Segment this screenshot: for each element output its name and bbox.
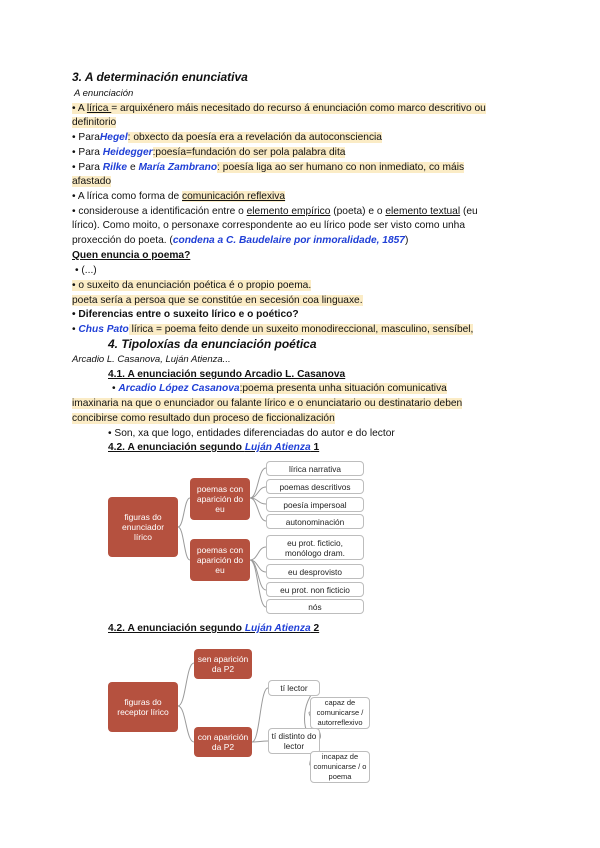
sub-4-1-title: 4.1. A enunciación segundo Arcadio L. Casanova [108,369,346,380]
question-diferencias: • Diferencias entre o suxeito lírico e o poético? [72,309,299,320]
diagram1-leaf: autonominación [266,514,364,529]
section4-authors: Arcadio L. Casanova, Luján Atienza... [72,354,231,365]
diagram1-leaf: eu prot. ficticio, monólogo dram. [266,535,364,560]
diagram1-branch-1: poemas con aparición do eu [190,478,250,520]
bullet-identificacion: • considerouse a identificación entre o elemento empírico (poeta) e o elemento textual (eu [72,206,478,217]
diagram1-leaf: eu prot. non ficticio [266,582,364,597]
diagram2-leaf-2: incapaz de comunicarse / o poema [310,751,370,783]
q1-line: poeta sería a persoa que se constitúe en secesión coa linguaxe. [72,295,363,306]
diagram2-mid-1: tí lector [268,680,320,696]
bullet-identificacion-line3: proxección do poeta. (condena a C. Baudelaire por inmoralidade, 1857) [72,235,409,246]
bullet-comunicacion: • A lírica como forma de comunicación reflexiva [72,191,286,202]
diagram2-root: figuras do receptor lírico [108,682,178,732]
diagram1-leaf: lírica narrativa [266,461,364,476]
sub-4-2-title-2: 4.2. A enunciación segundo Luján Atienza 2 [108,623,320,634]
diagram1-leaf: poesía impersoal [266,497,364,512]
diagram1-leaf: nós [266,599,364,614]
bullet-lirica: • A lírica = arquixénero máis necesitado do recurso á enunciación como marco descritivo ou [72,103,486,114]
bullet-rilke: • Para Rilke e María Zambrano: poesía liga ao ser humano co non inmediato, co máis [72,162,465,173]
sub-4-1-line2: imaxinaria na que o enunciador ou falante lírico e o enunciatario ou destinatario deben [72,398,463,409]
diagram2-leaf-1: capaz de comunicarse / autorreflexivo [310,697,370,729]
bullet-lirica-line2: definitorio [72,117,117,128]
diagram2-mid-2: tí distinto do lector [268,728,320,754]
section3-subtitle: A enunciación [74,88,134,99]
diagram2-branch-2: con aparición da P2 [194,727,252,757]
diagram1-leaf: eu desprovisto [266,564,364,579]
diagram1-branch-2: poemas con aparición do eu [190,539,250,581]
q1-bullet1: • (...) [75,265,97,276]
sub-4-2-title-1: 4.2. A enunciación segundo Luján Atienza 1 [108,442,320,453]
bullet-rilke-line2: afastado [72,176,112,187]
sub-4-1-bullet: • Arcadio López Casanova:poema presenta unha situación comunicativa [112,383,447,394]
sub-4-1-bullet2: • Son, xa que logo, entidades diferenciadas do autor e do lector [108,428,395,439]
bullet-identificacion-line2: lírico). Como moito, o personaxe correspondente ao eu lírico pode ser visto como unha [72,220,465,231]
bullet-heidegger: • Para Heidegger:poesía=fundación do ser pola palabra dita [72,147,346,158]
q2-bullet-chus: • Chus Pato lírica = poema feito dende un suxeito monodireccional, masculino, sensíbel, [72,324,474,335]
diagram2-branch-1: sen aparición da P2 [194,649,252,679]
q1-bullet2: • o suxeito da enunciación poética é o propio poema. [72,280,312,291]
diagram1-root: figuras do enunciador lírico [108,497,178,557]
section4-title: 4. Tipoloxías da enunciación poética [108,337,317,351]
bullet-hegel: • ParaHegel: obxecto da poesía era a revelación da autoconsciencia [72,132,382,143]
sub-4-1-line3: concibirse como resultado dun proceso de ficcionalización [72,413,335,424]
section3-title: 3. A determinación enunciativa [72,70,248,84]
diagram1-leaf: poemas descritivos [266,479,364,494]
question-quen-enuncia: Quen enuncia o poema? [72,250,191,261]
